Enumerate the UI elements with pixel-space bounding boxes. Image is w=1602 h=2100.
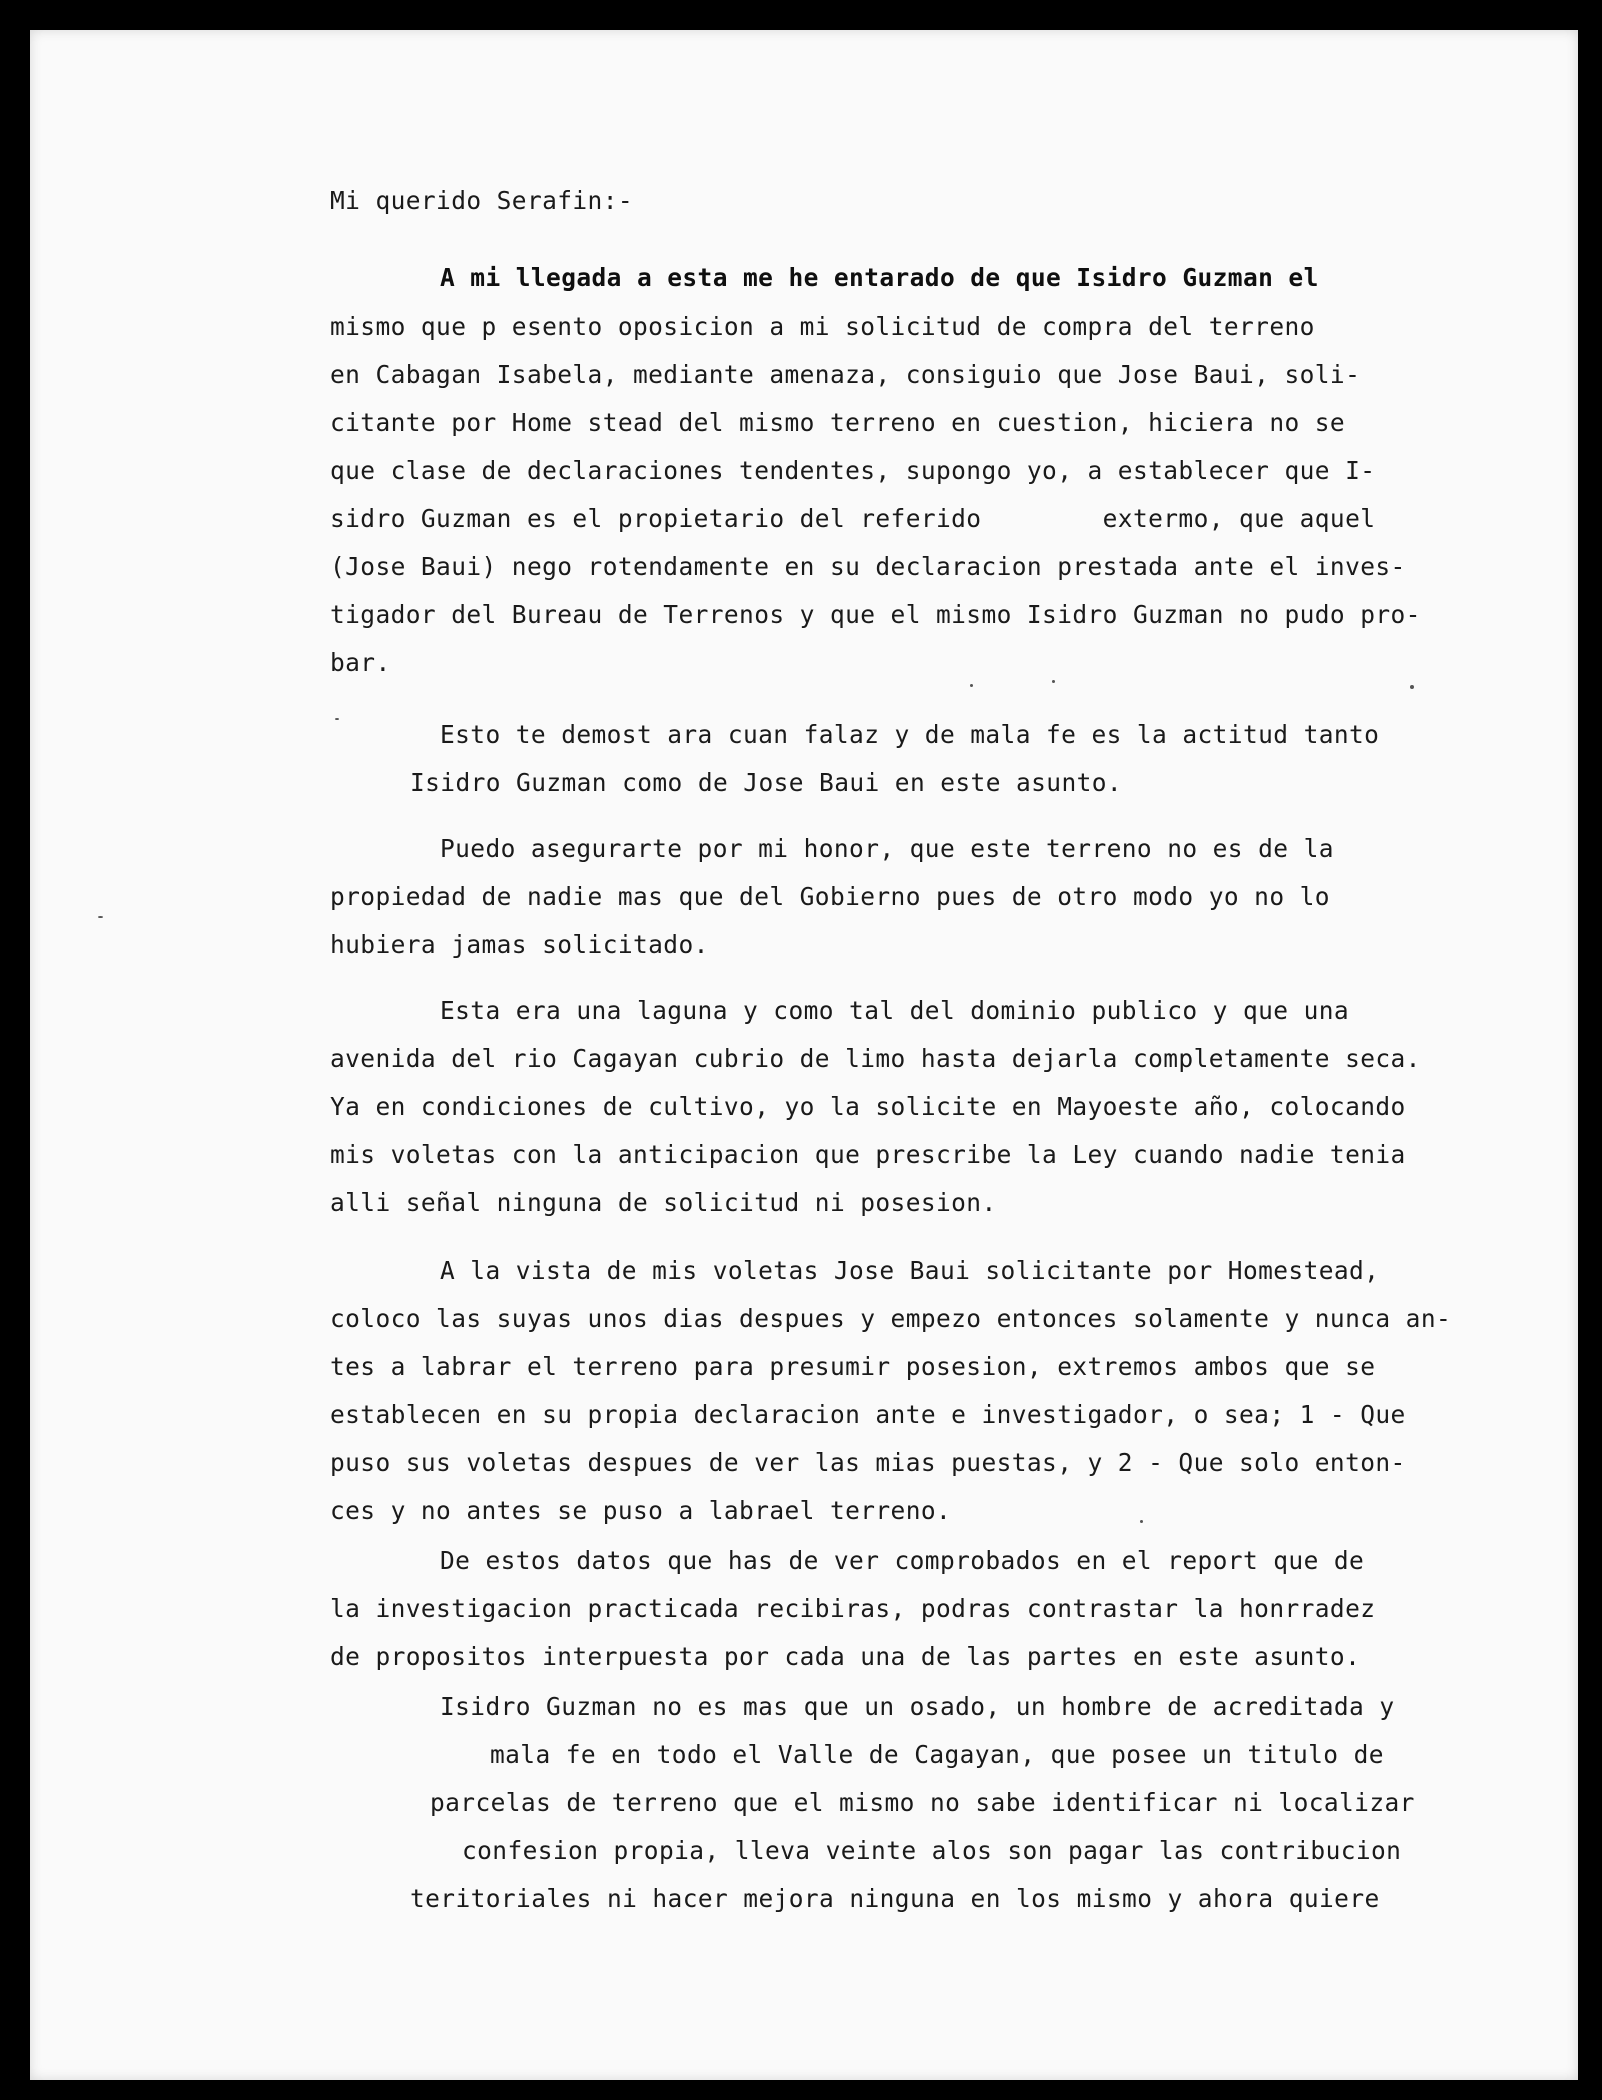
paragraph-1-line-1: A mi llegada a esta me he entarado de que Isidro Guzman el [440,263,1319,292]
paragraph-5-line-1: A la vista de mis voletas Jose Baui solicitante por Homestead, [440,1256,1380,1285]
paragraph-1-line-7: (Jose Baui) nego rotendamente en su declaracion prestada ante el inves- [330,552,1406,581]
paragraph-1-line-5: que clase de declaraciones tendentes, supongo yo, a establecer que I- [330,456,1376,485]
paragraph-2-line-2: Isidro Guzman como de Jose Baui en este asunto. [410,768,1123,797]
paragraph-1-line-6: sidro Guzman es el propietario del referido extermo, que aquel [330,504,1376,533]
letter-body [30,30,1578,2080]
paragraph-1-line-2: mismo que p esento oposicion a mi solicitud de compra del terreno [330,312,1315,341]
paragraph-5-line-6: ces y no antes se puso a labrael terreno. [330,1496,952,1525]
scan-speck [1140,1520,1143,1523]
paragraph-3-line-2: propiedad de nadie mas que del Gobierno pues de otro modo yo no lo [330,882,1330,911]
paragraph-1-line-8: tigador del Bureau de Terrenos y que el mismo Isidro Guzman no pudo pro- [330,600,1421,629]
scan-speck [1410,685,1414,689]
scan-speck [98,916,103,918]
salutation: Mi querido Serafin:- [330,186,634,215]
paragraph-1-line-4: citante por Home stead del mismo terreno en cuestion, hiciera no se [330,408,1346,437]
scan-speck [335,718,339,720]
scan-speck [970,684,973,687]
paragraph-3-line-3: hubiera jamas solicitado. [330,930,709,959]
paragraph-6-line-2: la investigacion practicada recibiras, podras contrastar la honrradez [330,1594,1376,1623]
paragraph-4-line-3: Ya en condiciones de cultivo, yo la solicite en Mayoeste año, colocando [330,1092,1406,1121]
paragraph-5-line-5: puso sus voletas despues de ver las mias puestas, y 2 - Que solo enton- [330,1448,1406,1477]
paragraph-1-line-9: bar. [330,648,391,677]
paragraph-5-line-3: tes a labrar el terreno para presumir posesion, extremos ambos que se [330,1352,1376,1381]
paragraph-5-line-2: coloco las suyas unos dias despues y empezo entonces solamente y nunca an- [330,1304,1452,1333]
typewritten-page [30,30,1578,2080]
paragraph-4-line-1: Esta era una laguna y como tal del dominio publico y que una [440,996,1350,1025]
paragraph-7-line-1: Isidro Guzman no es mas que un osado, un hombre de acreditada y [440,1692,1395,1721]
paragraph-4-line-5: alli señal ninguna de solicitud ni posesion. [330,1188,997,1217]
paragraph-2-line-1: Esto te demost ara cuan falaz y de mala fe es la actitud tanto [440,720,1380,749]
paragraph-7-line-3: parcelas de terreno que el mismo no sabe identificar ni localizar [430,1788,1415,1817]
paragraph-6-line-3: de propositos interpuesta por cada una de las partes en este asunto. [330,1642,1361,1671]
paragraph-4-line-2: avenida del rio Cagayan cubrio de limo hasta dejarla completamente seca. [330,1044,1421,1073]
paragraph-4-line-4: mis voletas con la anticipacion que prescribe la Ley cuando nadie tenia [330,1140,1406,1169]
paragraph-7-line-4: confesion propia, lleva veinte alos son pagar las contribucion [462,1836,1402,1865]
paragraph-3-line-1: Puedo asegurarte por mi honor, que este terreno no es de la [440,834,1334,863]
paragraph-7-line-2: mala fe en todo el Valle de Cagayan, que posee un titulo de [490,1740,1384,1769]
paragraph-5-line-4: establecen en su propia declaracion ante e investigador, o sea; 1 - Que [330,1400,1406,1429]
paragraph-1-line-3: en Cabagan Isabela, mediante amenaza, consiguio que Jose Baui, soli- [330,360,1361,389]
paragraph-6-line-1: De estos datos que has de ver comprobados en el report que de [440,1546,1365,1575]
paragraph-7-line-5: teritoriales ni hacer mejora ninguna en los mismo y ahora quiere [410,1884,1380,1913]
scan-speck [1052,680,1055,683]
